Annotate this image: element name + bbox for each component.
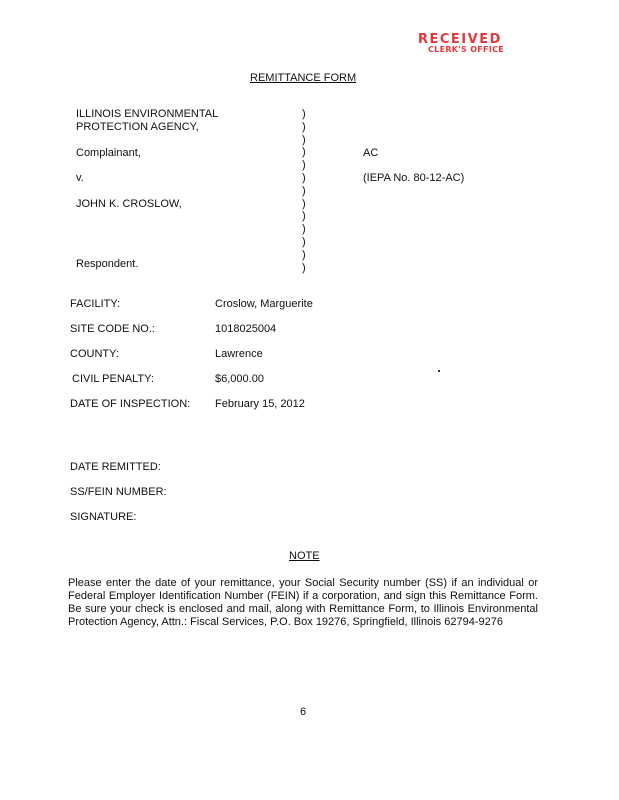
speck	[438, 370, 440, 372]
signature-label: SIGNATURE:	[70, 511, 137, 523]
ss-fein-label: SS/FEIN NUMBER:	[70, 486, 167, 498]
civil-penalty-value: $6,000.00	[215, 373, 264, 385]
page-number: 6	[300, 706, 307, 718]
paren: )	[302, 235, 306, 248]
page-title: REMITTANCE FORM	[250, 72, 357, 84]
paren: )	[302, 261, 306, 274]
plaintiff-name-line2: PROTECTION AGENCY,	[76, 121, 199, 133]
paren: )	[302, 171, 306, 184]
paren: )	[302, 146, 306, 159]
received-stamp: RECEIVED	[418, 32, 502, 47]
county-value: Lawrence	[215, 348, 263, 360]
date-remitted-label: DATE REMITTED:	[70, 461, 161, 473]
caption-divider	[302, 108, 306, 274]
paren: )	[302, 133, 306, 146]
paren: )	[302, 108, 306, 120]
paren: )	[302, 159, 306, 172]
paren: )	[302, 184, 306, 197]
clerks-office-stamp: CLERK'S OFFICE	[428, 45, 505, 54]
paren: )	[302, 248, 306, 261]
site-code-value: 1018025004	[215, 323, 277, 335]
inspection-date-label: DATE OF INSPECTION:	[70, 398, 191, 410]
paren: )	[302, 210, 306, 223]
site-code-label: SITE CODE NO.:	[70, 323, 155, 335]
versus-label: v.	[76, 172, 84, 184]
plaintiff-name-line1: ILLINOIS ENVIRONMENTAL	[76, 108, 219, 120]
county-label: COUNTY:	[70, 348, 119, 360]
complainant-label: Complainant,	[76, 147, 141, 159]
case-number: (IEPA No. 80-12-AC)	[363, 172, 465, 184]
case-type: AC	[363, 147, 379, 159]
paren: )	[302, 120, 306, 133]
inspection-date-value: February 15, 2012	[215, 398, 305, 410]
facility-label: FACILITY:	[70, 298, 121, 310]
paren: )	[302, 197, 306, 210]
paren: )	[302, 223, 306, 236]
defendant-name: JOHN K. CROSLOW,	[76, 198, 182, 210]
respondent-label: Respondent.	[76, 258, 139, 270]
note-title: NOTE	[289, 550, 320, 562]
note-body: Please enter the date of your remittance, your Social Security number (SS) if an individual or Federal Employer Identification Number (FEIN) if a corporation, and sign this Remittance Form. Be sure your check is enclosed and mail, along with Remittance Form, to Illinois Environmental Protection Agency, Attn.: Fiscal Services, P.O. Box 19276, Springfield, Illinois 62794-9276	[68, 577, 538, 628]
civil-penalty-label: CIVIL PENALTY:	[72, 373, 154, 385]
facility-value: Croslow, Marguerite	[215, 298, 313, 310]
